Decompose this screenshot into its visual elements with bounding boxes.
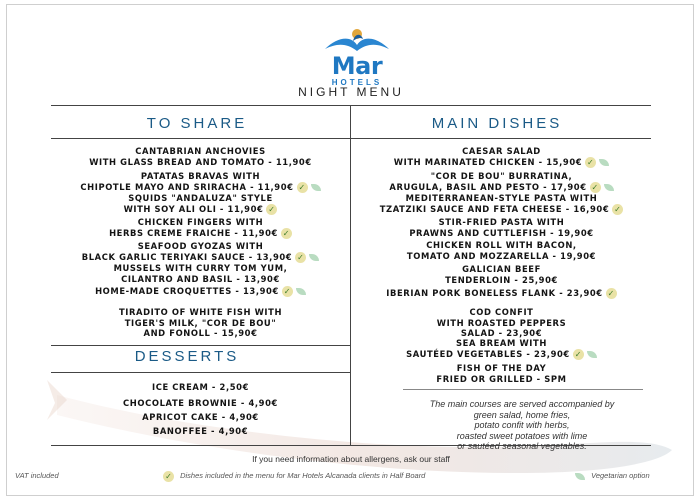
side-dishes-note — [387, 399, 657, 452]
check-badge-icon: ✓ — [163, 471, 174, 482]
menu-item-line: PRAWNS AND CUTTLEFISH - 19,90€ — [409, 227, 594, 238]
check-badge-icon: ✓ — [587, 157, 595, 167]
menu-item-line: BANOFFEE - 4,90€ — [152, 426, 249, 436]
menu-item-line: IBERIAN PORK BONELESS FLANK - 23,90€ — [386, 288, 603, 298]
menu-card — [6, 4, 694, 496]
menu-item — [51, 193, 350, 215]
menu-item-line: SAUTÉED VEGETABLES - 23,90€ — [406, 348, 570, 359]
menu-item-line: FISH OF THE DAY — [456, 363, 547, 373]
check-badge-icon: ✓ — [283, 287, 292, 296]
menu-item-line: ICE CREAM - 2,50€ — [151, 382, 250, 392]
dish-icons — [606, 288, 617, 299]
menu-item — [352, 288, 651, 299]
menu-item-line: "COR DE BOU" BURRATINA, — [430, 171, 573, 181]
check-badge-icon: ✓ — [614, 204, 622, 214]
menu-item-line: FRIED OR GRILLED - SPM — [436, 373, 567, 384]
menu-item-line: WITH SOY ALI OLI - 11,90€ — [123, 203, 264, 214]
vegetarian-text: Vegetarian option — [591, 471, 650, 480]
menu-item — [51, 241, 350, 263]
to-share-underline — [51, 138, 350, 139]
page-title: NIGHT MENU — [298, 85, 404, 99]
menu-item — [51, 382, 350, 393]
desserts-top-rule — [51, 345, 350, 346]
menu-item — [51, 263, 350, 284]
menu-item — [51, 171, 350, 193]
menu-item-line: WITH GLASS BREAD AND TOMATO - 11,90€ — [89, 156, 312, 167]
check-badge-icon: ✓ — [282, 228, 291, 238]
menu-item — [51, 307, 350, 339]
check-badge-icon: ✓ — [591, 182, 599, 192]
menu-item — [352, 338, 651, 360]
menu-item — [352, 264, 651, 285]
bird-and-waves-logo-icon — [323, 27, 391, 55]
menu-item-line: TENDERLOIN - 25,90€ — [445, 274, 558, 285]
leaf-icon — [575, 473, 585, 480]
menu-item-line: WITH ROASTED PEPPERS — [436, 317, 567, 328]
menu-item-line: SEAFOOD GYOZAS WITH — [137, 241, 264, 251]
menu-item-line: SQUIDS "ANDALUZA" STYLE — [128, 193, 273, 203]
menu-item — [51, 412, 350, 423]
leaf-icon — [296, 288, 306, 295]
dish-icons — [612, 204, 623, 215]
leaf-icon — [604, 184, 614, 191]
to-share-title: TO SHARE — [146, 115, 248, 132]
dish-icons — [282, 286, 306, 297]
column-divider — [350, 105, 351, 445]
menu-item — [51, 398, 350, 409]
note-line: potato confit with herbs, — [474, 420, 570, 430]
note-rule — [403, 389, 643, 390]
dish-icons — [585, 157, 609, 168]
menu-item-line: TZATZIKI SAUCE AND FETA CHEESE - 16,90€ — [379, 203, 610, 214]
menu-item-line: CILANTRO AND BASIL - 13,90€ — [121, 273, 280, 284]
menu-item-line: TOMATO AND MOZZARELLA - 19,90€ — [406, 250, 597, 261]
menu-item-line: COD CONFIT — [469, 307, 534, 317]
leaf-icon — [599, 159, 609, 166]
check-badge-icon: ✓ — [574, 349, 583, 359]
menu-item — [51, 146, 350, 167]
check-badge-icon: ✓ — [607, 289, 615, 298]
menu-item-line: CANTABRIAN ANCHOVIES — [135, 146, 266, 156]
mar-hotels-logo — [315, 27, 399, 89]
menu-item — [51, 217, 350, 239]
menu-item-line: APRICOT CAKE - 4,90€ — [142, 412, 259, 422]
menu-item-line: CHOCOLATE BROWNIE - 4,90€ — [123, 398, 278, 408]
menu-item-line: SEA BREAM WITH — [456, 338, 547, 348]
dish-icons — [281, 228, 292, 239]
allergen-info: If you need information about allergens, ask our staff — [252, 454, 450, 464]
menu-item-line: HERBS CREME FRAICHE - 11,90€ — [109, 227, 278, 238]
menu-item-line: TIRADITO OF WHITE FISH WITH — [118, 307, 283, 317]
menu-item-line: AND FONOLL - 15,90€ — [143, 328, 258, 338]
menu-item-line: STIR-FRIED PASTA WITH — [438, 217, 565, 227]
leaf-icon — [311, 184, 321, 191]
menu-item-line: TIGER'S MILK, "COR DE BOU" — [124, 317, 277, 328]
logo-subtitle: HOTELS — [331, 78, 383, 87]
desserts-title: DESSERTS — [134, 348, 240, 365]
desserts-underline — [51, 372, 350, 373]
note-line: or sautéed seasonal vegetables. — [457, 441, 587, 451]
menu-item — [352, 193, 651, 215]
menu-item — [352, 240, 651, 261]
leaf-icon — [309, 254, 319, 261]
menu-item-line: GALICIAN BEEF — [462, 264, 541, 274]
logo-wordmark: Mar — [331, 52, 383, 80]
menu-item-line: HOME-MADE CROQUETTES - 13,90€ — [95, 286, 279, 296]
note-line: green salad, home fries, — [473, 409, 571, 420]
menu-item — [352, 217, 651, 238]
main-dishes-title: MAIN DISHES — [431, 115, 563, 132]
menu-item-line: CHICKEN ROLL WITH BACON, — [426, 240, 577, 250]
check-badge-icon: ✓ — [297, 252, 305, 262]
menu-item-line: WITH MARINATED CHICKEN - 15,90€ — [393, 156, 583, 167]
dish-icons — [590, 182, 614, 193]
check-badge-icon: ✓ — [298, 182, 306, 192]
menu-item-line: SALAD - 23,90€ — [460, 328, 543, 338]
note-line: roasted sweet potatoes with lime — [456, 430, 588, 441]
menu-item — [352, 171, 651, 193]
menu-item-line: ARUGULA, BASIL AND PESTO - 17,90€ — [389, 181, 587, 192]
vat-note: VAT included — [15, 471, 59, 480]
menu-item-line: MEDITERRANEAN-STYLE PASTA WITH — [405, 193, 598, 203]
menu-item — [51, 426, 350, 437]
dish-icons — [297, 182, 321, 193]
half-board-legend — [163, 471, 543, 482]
half-board-text: Dishes included in the menu for Mar Hotels Alcanada clients in Half Board — [180, 471, 426, 481]
menu-item-line: MUSSELS WITH CURRY TOM YUM, — [113, 263, 288, 273]
menu-item-line: CHICKEN FINGERS WITH — [137, 217, 264, 227]
dish-icons — [266, 204, 277, 215]
dish-icons — [573, 349, 597, 360]
header-divider — [51, 105, 651, 106]
menu-item — [51, 286, 350, 297]
menu-item — [352, 307, 651, 339]
dish-icons — [295, 252, 319, 263]
menu-item-line: CAESAR SALAD — [462, 146, 541, 156]
note-line: The main courses are served accompanied by — [429, 399, 615, 409]
leaf-icon — [587, 351, 597, 358]
menu-item — [352, 146, 651, 168]
menu-item-line: CHIPOTLE MAYO AND SRIRACHA - 11,90€ — [80, 181, 294, 192]
menu-item — [352, 363, 651, 384]
menu-item-line: PATATAS BRAVAS WITH — [140, 171, 261, 181]
menu-item-line: BLACK GARLIC TERIYAKI SAUCE - 13,90€ — [81, 251, 293, 262]
vegetarian-legend — [575, 471, 691, 480]
check-badge-icon: ✓ — [268, 204, 276, 214]
main-dishes-underline — [350, 138, 651, 139]
